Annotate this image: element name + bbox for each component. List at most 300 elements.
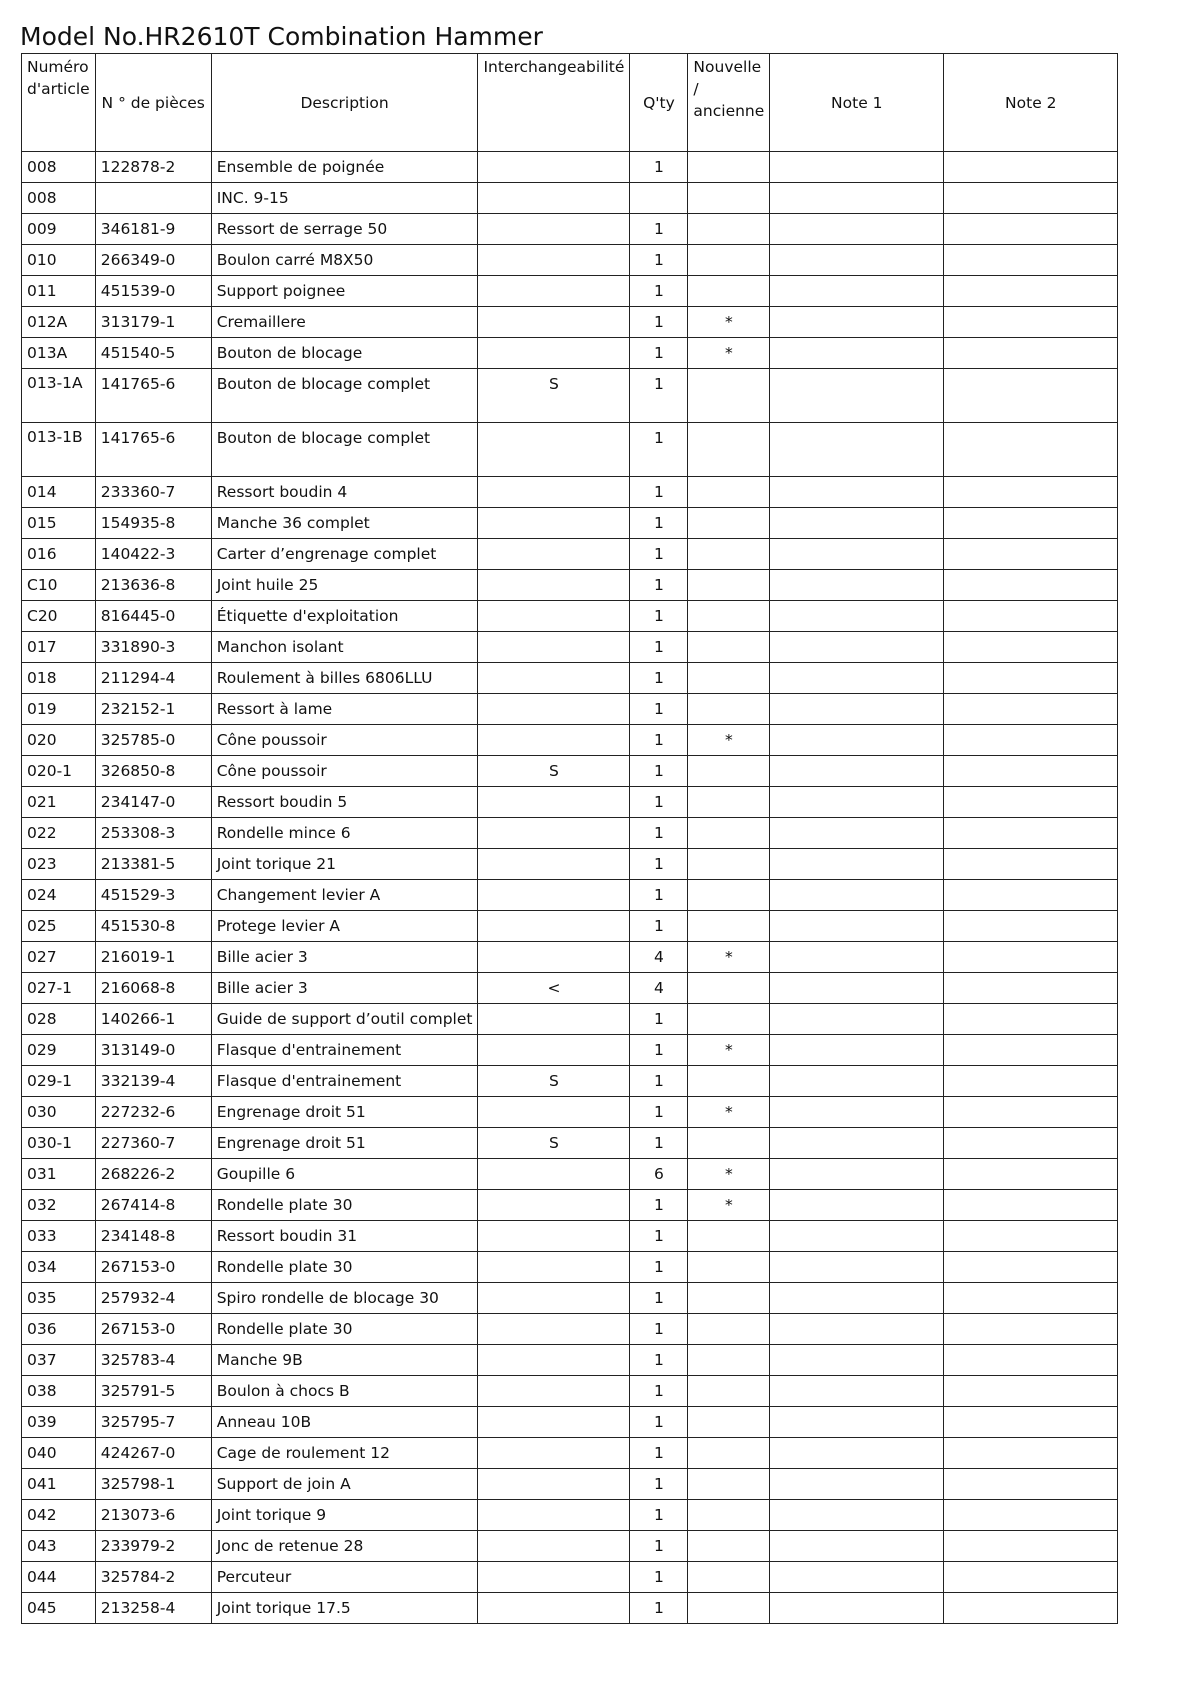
note-1-cell	[770, 1159, 944, 1190]
note-1-cell	[770, 245, 944, 276]
item-number-cell: 029	[22, 1035, 96, 1066]
new-old-cell	[688, 152, 770, 183]
item-number-cell: 020	[22, 725, 96, 756]
table-row	[22, 1500, 1118, 1531]
new-old-cell	[688, 663, 770, 694]
new-old-cell	[688, 539, 770, 570]
table-row	[22, 632, 1118, 663]
note-1-cell	[770, 1097, 944, 1128]
interchangeability-cell	[478, 632, 630, 663]
qty-cell: 1	[630, 369, 688, 423]
item-number-cell: C10	[22, 570, 96, 601]
note-1-cell	[770, 818, 944, 849]
new-old-cell	[688, 1314, 770, 1345]
qty-cell: 4	[630, 973, 688, 1004]
note-1-cell	[770, 1531, 944, 1562]
note-1-cell	[770, 1314, 944, 1345]
interchangeability-cell: <	[478, 973, 630, 1004]
qty-cell: 1	[630, 787, 688, 818]
note-1-cell	[770, 1035, 944, 1066]
new-old-cell	[688, 911, 770, 942]
part-number-cell: 313179-1	[95, 307, 211, 338]
part-number-cell: 331890-3	[95, 632, 211, 663]
interchangeability-cell	[478, 1531, 630, 1562]
item-number-cell: 036	[22, 1314, 96, 1345]
header-description: Description	[211, 54, 478, 152]
note-1-cell	[770, 570, 944, 601]
part-number-cell	[95, 183, 211, 214]
interchangeability-cell	[478, 1314, 630, 1345]
table-row	[22, 1314, 1118, 1345]
item-number-cell: 044	[22, 1562, 96, 1593]
item-number-cell: 043	[22, 1531, 96, 1562]
new-old-cell	[688, 1283, 770, 1314]
item-number-cell: 024	[22, 880, 96, 911]
note-1-cell	[770, 942, 944, 973]
qty-cell: 1	[630, 477, 688, 508]
header-qty: Q'ty	[630, 54, 688, 152]
description-cell: Ressort boudin 5	[211, 787, 478, 818]
part-number-cell: 267153-0	[95, 1252, 211, 1283]
table-row	[22, 369, 1118, 423]
note-1-cell	[770, 1221, 944, 1252]
item-number-cell: 023	[22, 849, 96, 880]
parts-table-body	[22, 152, 1118, 1624]
parts-table	[21, 53, 1118, 1624]
table-row	[22, 152, 1118, 183]
table-row	[22, 756, 1118, 787]
note-1-cell	[770, 539, 944, 570]
qty-cell: 1	[630, 818, 688, 849]
interchangeability-cell	[478, 1190, 630, 1221]
table-row	[22, 694, 1118, 725]
qty-cell: 1	[630, 632, 688, 663]
note-2-cell	[944, 1407, 1118, 1438]
item-number-cell: 020-1	[22, 756, 96, 787]
qty-cell: 1	[630, 1004, 688, 1035]
item-number-cell: 040	[22, 1438, 96, 1469]
qty-cell: 1	[630, 1345, 688, 1376]
note-1-cell	[770, 1376, 944, 1407]
item-number-cell: 032	[22, 1190, 96, 1221]
new-old-cell: *	[688, 1035, 770, 1066]
note-2-cell	[944, 1252, 1118, 1283]
note-1-cell	[770, 1500, 944, 1531]
interchangeability-cell	[478, 276, 630, 307]
note-2-cell	[944, 307, 1118, 338]
note-2-cell	[944, 1593, 1118, 1624]
part-number-cell: 213636-8	[95, 570, 211, 601]
description-cell: Joint torique 21	[211, 849, 478, 880]
interchangeability-cell: S	[478, 1128, 630, 1159]
new-old-cell	[688, 1562, 770, 1593]
item-number-cell: 028	[22, 1004, 96, 1035]
description-cell: Joint torique 17.5	[211, 1593, 478, 1624]
description-cell: Bouton de blocage complet	[211, 369, 478, 423]
table-row	[22, 307, 1118, 338]
part-number-cell: 451530-8	[95, 911, 211, 942]
new-old-cell	[688, 214, 770, 245]
table-row	[22, 849, 1118, 880]
interchangeability-cell	[478, 880, 630, 911]
item-number-cell: 039	[22, 1407, 96, 1438]
description-cell: Percuteur	[211, 1562, 478, 1593]
item-number-cell: 029-1	[22, 1066, 96, 1097]
new-old-cell: *	[688, 942, 770, 973]
note-2-cell	[944, 1314, 1118, 1345]
new-old-cell	[688, 1004, 770, 1035]
note-2-cell	[944, 245, 1118, 276]
new-old-cell	[688, 880, 770, 911]
note-2-cell	[944, 973, 1118, 1004]
note-1-cell	[770, 787, 944, 818]
note-1-cell	[770, 276, 944, 307]
note-2-cell	[944, 1345, 1118, 1376]
note-2-cell	[944, 1159, 1118, 1190]
note-1-cell	[770, 849, 944, 880]
part-number-cell: 216068-8	[95, 973, 211, 1004]
table-row	[22, 1562, 1118, 1593]
part-number-cell: 325795-7	[95, 1407, 211, 1438]
interchangeability-cell	[478, 214, 630, 245]
note-2-cell	[944, 880, 1118, 911]
table-row	[22, 725, 1118, 756]
new-old-cell	[688, 1128, 770, 1159]
qty-cell: 1	[630, 423, 688, 477]
description-cell: Ressort boudin 4	[211, 477, 478, 508]
table-row	[22, 1283, 1118, 1314]
qty-cell: 1	[630, 1531, 688, 1562]
item-number-cell: 022	[22, 818, 96, 849]
table-row	[22, 787, 1118, 818]
part-number-cell: 267414-8	[95, 1190, 211, 1221]
note-1-cell	[770, 477, 944, 508]
item-number-cell: C20	[22, 601, 96, 632]
note-2-cell	[944, 1190, 1118, 1221]
description-cell: Cage de roulement 12	[211, 1438, 478, 1469]
description-cell: Carter d’engrenage complet	[211, 539, 478, 570]
note-1-cell	[770, 694, 944, 725]
note-1-cell	[770, 1283, 944, 1314]
item-number-cell: 013-1B	[22, 423, 96, 477]
description-cell: Bouton de blocage	[211, 338, 478, 369]
table-row	[22, 942, 1118, 973]
interchangeability-cell	[478, 694, 630, 725]
description-cell: Joint torique 9	[211, 1500, 478, 1531]
item-number-cell: 011	[22, 276, 96, 307]
item-number-cell: 008	[22, 152, 96, 183]
part-number-cell: 234148-8	[95, 1221, 211, 1252]
table-row	[22, 1066, 1118, 1097]
description-cell: Support poignee	[211, 276, 478, 307]
interchangeability-cell	[478, 1004, 630, 1035]
part-number-cell: 233979-2	[95, 1531, 211, 1562]
qty-cell: 1	[630, 276, 688, 307]
note-2-cell	[944, 539, 1118, 570]
item-number-cell: 027	[22, 942, 96, 973]
qty-cell: 1	[630, 1190, 688, 1221]
description-cell: Joint huile 25	[211, 570, 478, 601]
item-number-cell: 034	[22, 1252, 96, 1283]
description-cell: Guide de support d’outil complet	[211, 1004, 478, 1035]
note-2-cell	[944, 214, 1118, 245]
note-2-cell	[944, 1066, 1118, 1097]
description-cell: Rondelle mince 6	[211, 818, 478, 849]
note-2-cell	[944, 1469, 1118, 1500]
description-cell: Ressort à lame	[211, 694, 478, 725]
interchangeability-cell	[478, 338, 630, 369]
note-2-cell	[944, 570, 1118, 601]
note-2-cell	[944, 183, 1118, 214]
description-cell: Ressort de serrage 50	[211, 214, 478, 245]
note-1-cell	[770, 1438, 944, 1469]
note-2-cell	[944, 152, 1118, 183]
interchangeability-cell	[478, 152, 630, 183]
note-1-cell	[770, 880, 944, 911]
description-cell: Roulement à billes 6806LLU	[211, 663, 478, 694]
new-old-cell	[688, 1345, 770, 1376]
item-number-cell: 042	[22, 1500, 96, 1531]
new-old-cell	[688, 973, 770, 1004]
part-number-cell: 216019-1	[95, 942, 211, 973]
item-number-cell: 038	[22, 1376, 96, 1407]
part-number-cell: 122878-2	[95, 152, 211, 183]
item-number-cell: 013A	[22, 338, 96, 369]
note-1-cell	[770, 1469, 944, 1500]
description-cell: INC. 9-15	[211, 183, 478, 214]
note-2-cell	[944, 1221, 1118, 1252]
new-old-cell: *	[688, 338, 770, 369]
part-number-cell: 227360-7	[95, 1128, 211, 1159]
description-cell: Rondelle plate 30	[211, 1252, 478, 1283]
description-cell: Cremaillere	[211, 307, 478, 338]
interchangeability-cell	[478, 1500, 630, 1531]
qty-cell: 1	[630, 539, 688, 570]
item-number-cell: 021	[22, 787, 96, 818]
qty-cell: 4	[630, 942, 688, 973]
note-2-cell	[944, 942, 1118, 973]
description-cell: Cône poussoir	[211, 756, 478, 787]
interchangeability-cell	[478, 601, 630, 632]
table-row	[22, 1345, 1118, 1376]
description-cell: Flasque d'entrainement	[211, 1035, 478, 1066]
new-old-cell	[688, 1500, 770, 1531]
item-number-cell: 037	[22, 1345, 96, 1376]
note-1-cell	[770, 214, 944, 245]
note-2-cell	[944, 694, 1118, 725]
table-row	[22, 508, 1118, 539]
new-old-cell	[688, 1252, 770, 1283]
description-cell: Protege levier A	[211, 911, 478, 942]
new-old-cell	[688, 694, 770, 725]
new-old-cell	[688, 276, 770, 307]
part-number-cell: 267153-0	[95, 1314, 211, 1345]
item-number-cell: 045	[22, 1593, 96, 1624]
description-cell: Étiquette d'exploitation	[211, 601, 478, 632]
note-2-cell	[944, 725, 1118, 756]
note-1-cell	[770, 1593, 944, 1624]
qty-cell: 1	[630, 880, 688, 911]
note-2-cell	[944, 477, 1118, 508]
description-cell: Ensemble de poignée	[211, 152, 478, 183]
part-number-cell: 313149-0	[95, 1035, 211, 1066]
qty-cell: 1	[630, 1438, 688, 1469]
qty-cell: 1	[630, 694, 688, 725]
part-number-cell: 213073-6	[95, 1500, 211, 1531]
note-2-cell	[944, 756, 1118, 787]
part-number-cell: 451540-5	[95, 338, 211, 369]
new-old-cell	[688, 508, 770, 539]
note-1-cell	[770, 423, 944, 477]
note-1-cell	[770, 1004, 944, 1035]
part-number-cell: 140266-1	[95, 1004, 211, 1035]
qty-cell: 1	[630, 338, 688, 369]
qty-cell: 1	[630, 1252, 688, 1283]
new-old-cell: *	[688, 1097, 770, 1128]
interchangeability-cell	[478, 1562, 630, 1593]
new-old-cell	[688, 1066, 770, 1097]
note-1-cell	[770, 756, 944, 787]
description-cell: Manche 9B	[211, 1345, 478, 1376]
note-1-cell	[770, 508, 944, 539]
new-old-cell: *	[688, 725, 770, 756]
note-2-cell	[944, 276, 1118, 307]
note-2-cell	[944, 1500, 1118, 1531]
part-number-cell: 141765-6	[95, 423, 211, 477]
note-1-cell	[770, 338, 944, 369]
note-1-cell	[770, 307, 944, 338]
table-row	[22, 1593, 1118, 1624]
new-old-cell	[688, 423, 770, 477]
note-2-cell	[944, 663, 1118, 694]
note-1-cell	[770, 1190, 944, 1221]
note-1-cell	[770, 911, 944, 942]
item-number-cell: 031	[22, 1159, 96, 1190]
new-old-cell	[688, 1593, 770, 1624]
item-number-cell: 012A	[22, 307, 96, 338]
interchangeability-cell	[478, 942, 630, 973]
qty-cell: 1	[630, 1469, 688, 1500]
item-number-cell: 010	[22, 245, 96, 276]
interchangeability-cell	[478, 1221, 630, 1252]
qty-cell: 1	[630, 1562, 688, 1593]
qty-cell: 1	[630, 1097, 688, 1128]
note-2-cell	[944, 1531, 1118, 1562]
table-row	[22, 1159, 1118, 1190]
description-cell: Anneau 10B	[211, 1407, 478, 1438]
note-2-cell	[944, 1376, 1118, 1407]
interchangeability-cell	[478, 818, 630, 849]
part-number-cell: 253308-3	[95, 818, 211, 849]
item-number-cell: 025	[22, 911, 96, 942]
interchangeability-cell	[478, 183, 630, 214]
qty-cell: 1	[630, 756, 688, 787]
note-1-cell	[770, 369, 944, 423]
interchangeability-cell	[478, 508, 630, 539]
interchangeability-cell	[478, 1376, 630, 1407]
header-note-2: Note 2	[944, 54, 1118, 152]
description-cell: Boulon à chocs B	[211, 1376, 478, 1407]
note-1-cell	[770, 1345, 944, 1376]
header-note-1: Note 1	[770, 54, 944, 152]
qty-cell: 1	[630, 1376, 688, 1407]
new-old-cell	[688, 1376, 770, 1407]
header-new-old: Nouvelle / ancienne	[688, 54, 770, 152]
item-number-cell: 019	[22, 694, 96, 725]
description-cell: Boulon carré M8X50	[211, 245, 478, 276]
table-row	[22, 880, 1118, 911]
table-row	[22, 818, 1118, 849]
new-old-cell	[688, 245, 770, 276]
item-number-cell: 030-1	[22, 1128, 96, 1159]
interchangeability-cell	[478, 477, 630, 508]
interchangeability-cell	[478, 1407, 630, 1438]
interchangeability-cell	[478, 663, 630, 694]
part-number-cell: 325784-2	[95, 1562, 211, 1593]
note-2-cell	[944, 1035, 1118, 1066]
qty-cell: 1	[630, 1407, 688, 1438]
table-row	[22, 570, 1118, 601]
description-cell: Goupille 6	[211, 1159, 478, 1190]
part-number-cell: 451529-3	[95, 880, 211, 911]
header-item-no: Numéro d'article	[22, 54, 96, 152]
new-old-cell	[688, 787, 770, 818]
table-row	[22, 1221, 1118, 1252]
new-old-cell	[688, 849, 770, 880]
table-row	[22, 1128, 1118, 1159]
item-number-cell: 013-1A	[22, 369, 96, 423]
qty-cell: 1	[630, 1128, 688, 1159]
item-number-cell: 018	[22, 663, 96, 694]
part-number-cell: 268226-2	[95, 1159, 211, 1190]
table-row	[22, 601, 1118, 632]
qty-cell: 1	[630, 1593, 688, 1624]
interchangeability-cell	[478, 423, 630, 477]
new-old-cell	[688, 601, 770, 632]
note-2-cell	[944, 787, 1118, 818]
interchangeability-cell	[478, 245, 630, 276]
part-number-cell: 325791-5	[95, 1376, 211, 1407]
part-number-cell: 141765-6	[95, 369, 211, 423]
new-old-cell	[688, 183, 770, 214]
table-row	[22, 663, 1118, 694]
note-1-cell	[770, 1128, 944, 1159]
interchangeability-cell	[478, 1097, 630, 1128]
table-row	[22, 245, 1118, 276]
description-cell: Spiro rondelle de blocage 30	[211, 1283, 478, 1314]
table-row	[22, 423, 1118, 477]
interchangeability-cell	[478, 911, 630, 942]
header-interchangeability: Interchangeabilité	[478, 54, 630, 152]
header-row	[22, 54, 1118, 152]
qty-cell: 1	[630, 849, 688, 880]
qty-cell: 1	[630, 245, 688, 276]
table-row	[22, 338, 1118, 369]
part-number-cell: 140422-3	[95, 539, 211, 570]
qty-cell	[630, 183, 688, 214]
new-old-cell	[688, 756, 770, 787]
description-cell: Support de join A	[211, 1469, 478, 1500]
note-2-cell	[944, 911, 1118, 942]
table-row	[22, 276, 1118, 307]
part-number-cell: 451539-0	[95, 276, 211, 307]
new-old-cell: *	[688, 307, 770, 338]
description-cell: Ressort boudin 31	[211, 1221, 478, 1252]
table-row	[22, 1252, 1118, 1283]
table-row	[22, 1004, 1118, 1035]
part-number-cell: 266349-0	[95, 245, 211, 276]
interchangeability-cell: S	[478, 369, 630, 423]
